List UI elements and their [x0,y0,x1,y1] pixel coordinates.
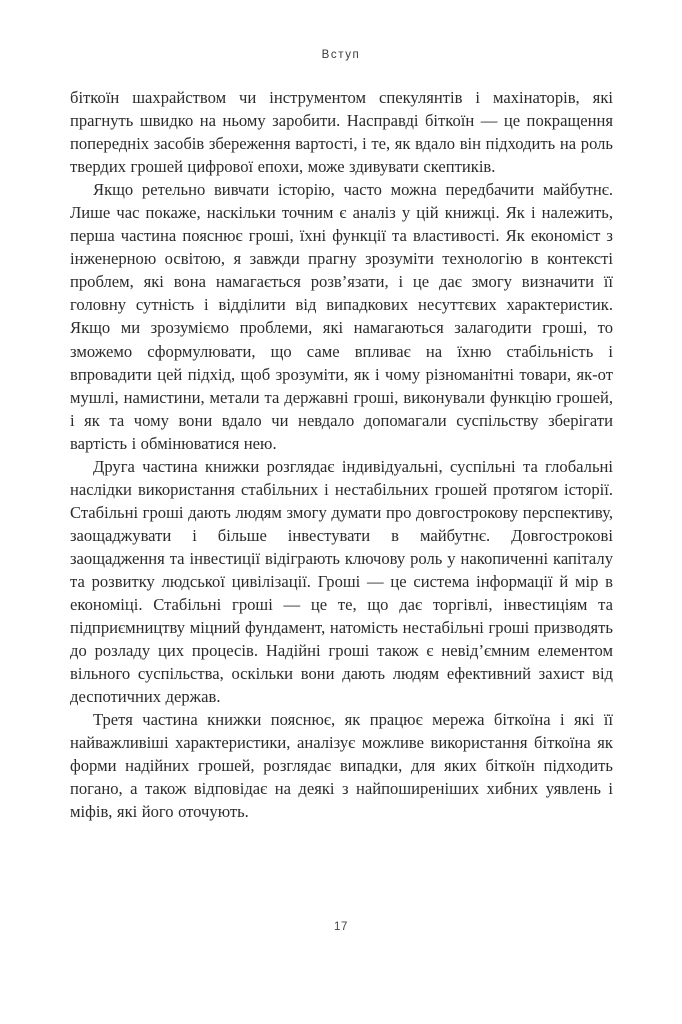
paragraph: Якщо ретельно вивчати історію, часто можна передбачити майбутнє. Лише час покаже, наскільки точним є аналіз у цій книжці. Як і належить, перша частина пояснює гроші, їхні функції та властивості. Як економіст з інженерною освітою, я завжди прагну зрозуміти технологію в контексті проблем, які вона намагається розв’язати, і це дає змогу визначити її головну сутність і відділити від випадкових несуттєвих характеристик. Якщо ми зрозуміємо проблеми, які намагаються залагодити гроші, то зможемо сформулювати, що саме впливає на їхню стабільність і впровадити цей підхід, щоб зрозуміти, як і чому різноманітні товари, як-от мушлі, намистини, метали та державні гроші, виконували функцію грошей, і як та чому вони вдало чи невдало допомагали суспільству зберігати вартість і обмінюватися нею. [70,180,613,453]
running-head: Вступ [321,49,361,61]
page-number: 17 [334,921,348,933]
paragraph: Друга частина книжки розглядає індивідуальні, суспільні та глобальні наслідки використання стабільних і нестабільних грошей протягом історії. Стабільні гроші дають людям змогу думати про довгострокову перспективу, заощаджувати і більше інвестувати в майбутнє. Довгострокові заощадження та інвестиції відіграють ключову роль у накопиченні капіталу та розвитку людської цивілізації. Гроші — це система інформації й мір в економіці. Стабільні гроші — це те, що дає торгівлі, інвестиціям та підприємництву міцний фундамент, натомість нестабільні гроші призводять до розладу цих процесів. Надійні гроші також є невід’ємним елементом вільного суспільства, оскільки вони дають людям ефективний захист від деспотичних держав. [70,456,613,707]
paragraph: Третя частина книжки пояснює, як працює мережа біткоїна і які її найважливіші характеристики, аналізує можливе використання біткоїна як форми надійних грошей, розглядає випадки, для яких біткоїн підходить погано, а також відповідає на деякі з найпоширеніших хибних уявлень і міфів, які його оточують. [70,710,613,822]
body-text-block [70,86,613,824]
paragraph: біткоїн шахрайством чи інструментом спекулянтів і махінаторів, які прагнуть швидко на ньому заробити. Насправді біткоїн — це покращення попередніх засобів збереження вартості, і те, як вдало він підходить на роль твердих грошей цифрової епохи, може здивувати скептиків. [70,88,613,177]
